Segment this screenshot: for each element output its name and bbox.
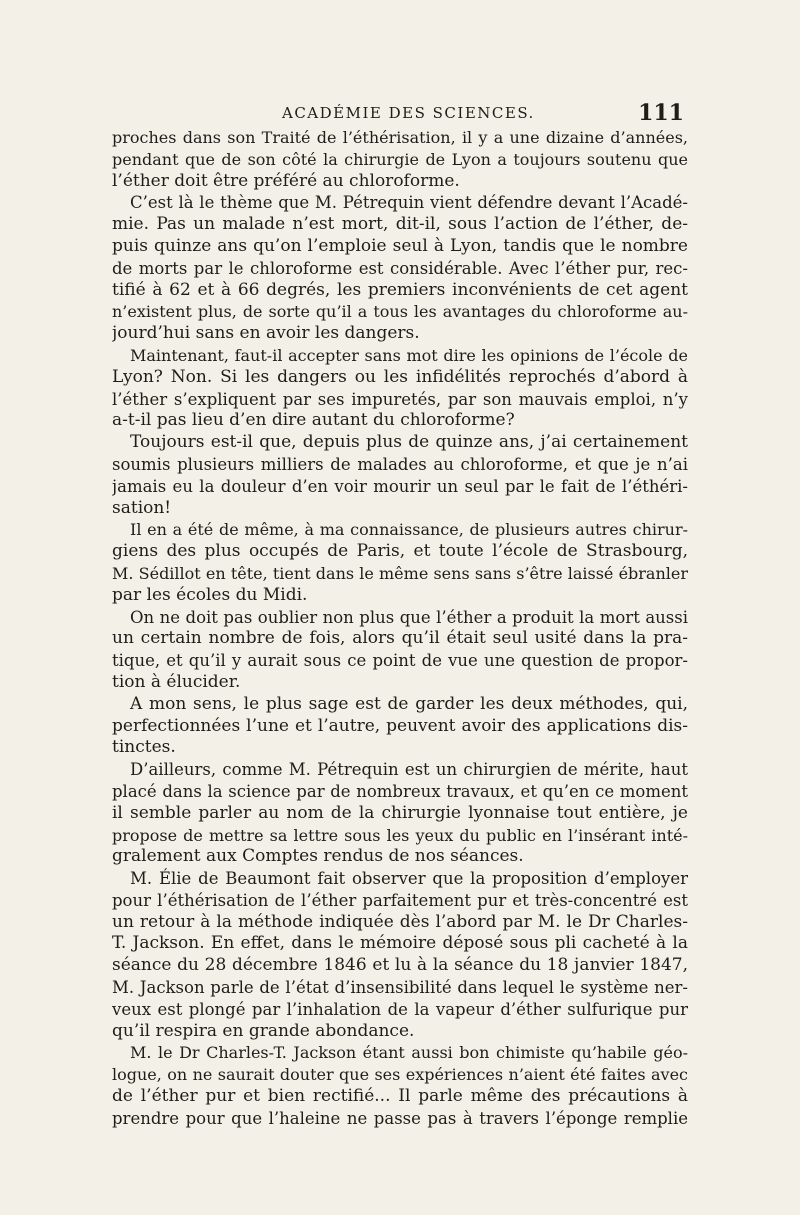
text-line (112, 127, 688, 149)
text-line-content: puis quinze ans qu’on l’emploie seul à Lyon, tandis que le nombre (112, 235, 688, 256)
text-line-content: gralement aux Comptes rendus de nos séances. (112, 846, 524, 867)
text-line (112, 694, 688, 716)
text-line (112, 476, 688, 498)
text-line-content: Maintenant, faut-il accepter sans mot dire les opinions de l’école de (130, 345, 688, 365)
text-line (112, 999, 688, 1021)
body-text (112, 127, 688, 1130)
text-line (112, 1086, 688, 1108)
text-line (112, 628, 688, 650)
text-line-content: n’existent plus, de sorte qu’il a tous les avantages du chloroforme au- (112, 302, 688, 322)
text-line-content: placé dans la science par de nombreux travaux, et qu’en ce moment (112, 781, 688, 801)
page-number: 111 (638, 100, 684, 126)
text-line (112, 607, 688, 629)
text-line (112, 716, 688, 738)
text-line-content: jamais eu la douleur d’en voir mourir un seul par le fait de l’éthéri- (112, 476, 688, 496)
text-line (112, 541, 688, 563)
text-line-content: veux est plongé par l’inhalation de la vapeur d’éther sulfurique pur (112, 999, 688, 1019)
text-line (112, 672, 688, 694)
text-line-content: On ne doit pas oublier non plus que l’éther a produit la mort aussi (130, 607, 688, 627)
text-line-content: tinctes. (112, 737, 176, 758)
text-line (112, 280, 688, 302)
text-line (112, 825, 688, 847)
text-line (112, 759, 688, 781)
text-line-content: logue, on ne saurait douter que ses expériences n’aient été faites avec (112, 1065, 688, 1085)
text-line (112, 519, 688, 541)
text-line-content: de morts par le chloroforme est considérable. Avec l’éther pur, rec- (112, 258, 688, 278)
text-line (112, 1042, 688, 1064)
text-line (112, 803, 688, 825)
text-line (112, 912, 688, 934)
text-line-content: sation! (112, 497, 172, 518)
text-line (112, 236, 688, 258)
text-line (112, 977, 688, 999)
text-line (112, 846, 688, 868)
text-line-content: giens des plus occupés de Paris, et toute l’école de Strasbourg, (112, 541, 688, 562)
text-line (112, 650, 688, 672)
text-line (112, 323, 688, 345)
text-line (112, 868, 688, 890)
text-line (112, 563, 688, 585)
text-line (112, 1021, 688, 1043)
text-line-content: un certain nombre de fois, alors qu’il était seul usité dans la pra- (112, 628, 688, 649)
running-title: ACADÉMIE DES SCIENCES. (282, 104, 535, 122)
text-line-content: T. Jackson. En effet, dans le mémoire déposé sous pli cacheté à la (112, 933, 688, 954)
text-line (112, 345, 688, 367)
text-line-content: M. Sédillot en tête, tient dans le même sens sans s’être laissé ébranler (112, 563, 688, 583)
text-line-content: M. Élie de Beaumont fait observer que la proposition d’employer (130, 869, 688, 889)
text-line-content: Lyon? Non. Si les dangers ou les infidélités reprochés d’abord à (112, 366, 688, 387)
text-line-content: M. le Dr Charles-T. Jackson étant aussi bon chimiste qu’habile géo- (130, 1043, 688, 1063)
text-line (112, 301, 688, 323)
text-line-content: l’éther doit être préféré au chloroforme. (112, 170, 460, 191)
text-line (112, 410, 688, 432)
text-line (112, 1108, 688, 1130)
text-line-content: il semble parler au nom de la chirurgie lyonnaise tout entière, je (112, 802, 688, 823)
text-line (112, 1064, 688, 1086)
text-line (112, 781, 688, 803)
text-line (112, 933, 688, 955)
text-line-content: tique, et qu’il y aurait sous ce point de vue une question de propor- (112, 651, 688, 671)
text-line-content: soumis plusieurs milliers de malades au chloroforme, et que je n’ai (112, 454, 688, 474)
text-line-content: qu’il respira en grande abondance. (112, 1020, 415, 1041)
text-line-content: Toujours est-il que, depuis plus de quinze ans, j’ai certainement (130, 432, 688, 453)
text-line-content: par les écoles du Midi. (112, 584, 308, 605)
text-line-content: C’est là le thème que M. Pétrequin vient défendre devant l’Acadé- (130, 193, 688, 213)
text-line-content: M. Jackson parle de l’état d’insensibilité dans lequel le système ner- (112, 978, 688, 998)
text-line (112, 955, 688, 977)
text-line-content: propose de mettre sa lettre sous les yeux du public en l’insérant inté- (112, 825, 688, 845)
text-line-content: l’éther s’expliquent par ses impuretés, par son mauvais emploi, n’y (112, 389, 688, 409)
text-line-content: perfectionnées l’une et l’autre, peuvent avoir des applications dis- (112, 715, 688, 736)
text-line-content: pour l’éthérisation de l’éther parfaitement pur et très-concentré est (112, 890, 688, 910)
text-line-content: tifié à 62 et à 66 degrés, les premiers inconvénients de cet agent (112, 279, 688, 300)
text-line-content: a-t-il pas lieu d’en dire autant du chloroforme? (112, 410, 515, 431)
text-line-content: Il en a été de même, à ma connaissance, de plusieurs autres chirur- (130, 520, 688, 540)
text-line-content: de l’éther pur et bien rectifié... Il parle même des précautions à (112, 1086, 688, 1107)
text-line-content: séance du 28 décembre 1846 et lu à la séance du 18 janvier 1847, (112, 955, 688, 976)
text-line-content: pendant que de son côté la chirurgie de Lyon a toujours soutenu que (112, 149, 688, 169)
text-line (112, 171, 688, 193)
text-line (112, 890, 688, 912)
text-line-content: tion à élucider. (112, 671, 241, 692)
text-line (112, 149, 688, 171)
text-line (112, 192, 688, 214)
text-line-content: un retour à la méthode indiquée dès l’abord par M. le Dr Charles- (112, 911, 688, 932)
text-line-content: A mon sens, le plus sage est de garder les deux méthodes, qui, (130, 693, 688, 714)
text-line (112, 258, 688, 280)
text-line-content: D’ailleurs, comme M. Pétrequin est un chirurgien de mérite, haut (130, 760, 688, 780)
text-line (112, 389, 688, 411)
text-line (112, 737, 688, 759)
text-line (112, 367, 688, 389)
text-line (112, 432, 688, 454)
text-line (112, 498, 688, 520)
text-line (112, 214, 688, 236)
text-line (112, 585, 688, 607)
text-line-content: proches dans son Traité de l’éthérisation, il y a une dizaine d’années, (112, 128, 688, 147)
text-line (112, 454, 688, 476)
text-line-content: mie. Pas un malade n’est mort, dit-il, sous l’action de l’éther, de- (112, 214, 688, 235)
text-line-content: prendre pour que l’haleine ne passe pas à travers l’éponge remplie (112, 1108, 688, 1128)
text-line-content: jourd’hui sans en avoir les dangers. (112, 323, 420, 344)
page-header (112, 100, 688, 126)
